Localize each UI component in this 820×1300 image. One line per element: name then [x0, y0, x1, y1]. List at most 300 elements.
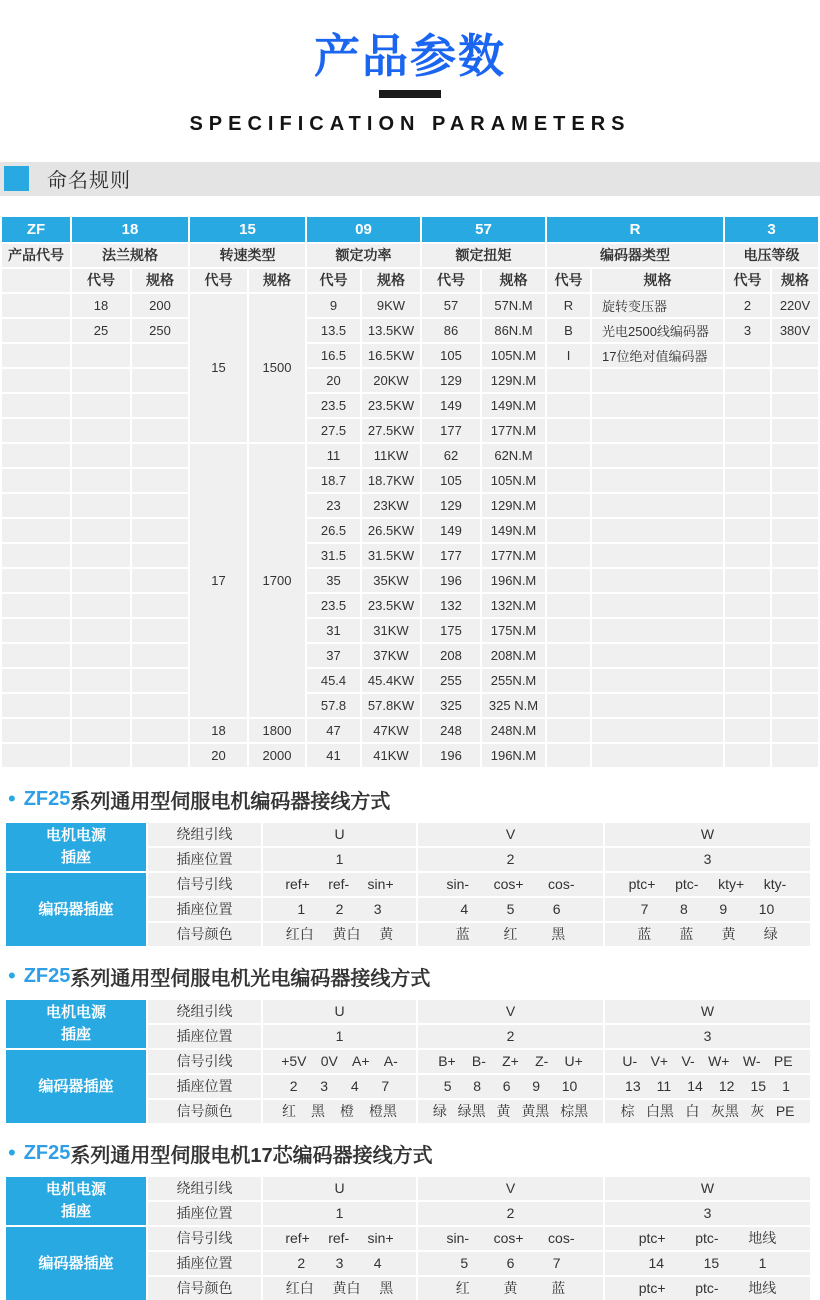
flange-code-cell	[72, 544, 130, 567]
phase-header-cell	[418, 823, 603, 846]
voltage-code-cell	[725, 444, 770, 467]
torque-code-cell: 57	[422, 294, 480, 317]
voltage-spec-cell	[772, 644, 818, 667]
value: 信号引线	[176, 1230, 233, 1247]
pin-position-cell	[263, 1252, 416, 1275]
code-header-cell: 09	[307, 217, 420, 242]
flange-code-cell	[72, 419, 130, 442]
flange-spec-cell	[132, 519, 188, 542]
encoder-code-cell	[547, 694, 590, 717]
value: 红	[282, 1103, 296, 1120]
value: ptc-	[675, 876, 699, 893]
value: ptc-	[695, 1230, 719, 1247]
value: 橙	[340, 1103, 354, 1120]
wiring-title-highlight: ZF25	[23, 964, 71, 987]
value: 5	[443, 1078, 452, 1095]
power-code-cell: 18.7	[307, 469, 360, 492]
flange-code-cell: 18	[72, 294, 130, 317]
encoder-spec-cell	[592, 469, 723, 492]
subheader-spec-cell: 规格	[592, 269, 723, 292]
pin-position-cell	[418, 1252, 603, 1275]
value: ref+	[285, 876, 310, 893]
power-code-cell: 23.5	[307, 394, 360, 417]
voltage-code-cell	[725, 694, 770, 717]
section-marker-icon	[4, 166, 29, 191]
voltage-spec-cell	[772, 744, 818, 767]
product-code-cell	[2, 694, 70, 717]
speed-spec-cell: 1500	[249, 294, 305, 442]
torque-spec-cell: 248N.M	[482, 719, 545, 742]
code-header-cell: 15	[190, 217, 305, 242]
value: 黑	[311, 1103, 325, 1120]
voltage-spec-cell	[772, 719, 818, 742]
power-spec-cell: 13.5KW	[362, 319, 420, 342]
encoder-code-cell	[547, 394, 590, 417]
pin-position-cell	[418, 898, 603, 921]
voltage-spec-cell	[772, 444, 818, 467]
value: 插座位置	[176, 1078, 233, 1095]
encoder-code-cell	[547, 419, 590, 442]
naming-table-row	[2, 494, 818, 517]
naming-table-row	[2, 369, 818, 392]
value: 4	[460, 901, 469, 918]
phase-header-cell	[263, 1000, 416, 1023]
encoder-spec-cell	[592, 419, 723, 442]
flange-code-cell	[72, 719, 130, 742]
wiring-title-highlight: ZF25	[23, 1141, 71, 1164]
encoder-spec-cell	[592, 744, 723, 767]
value: 绕组引线	[176, 1180, 233, 1197]
voltage-code-cell	[725, 544, 770, 567]
subheader-code-cell: 代号	[190, 269, 247, 292]
value: 6	[506, 1255, 515, 1272]
product-code-cell	[2, 294, 70, 317]
naming-table-row	[2, 469, 818, 492]
value: 2	[506, 1205, 515, 1222]
phase-position-cell	[263, 848, 416, 871]
voltage-code-cell	[725, 644, 770, 667]
subheader-spec-cell: 规格	[249, 269, 305, 292]
row-label-position	[148, 848, 261, 871]
voltage-spec-cell	[772, 344, 818, 367]
value: 1	[297, 901, 306, 918]
value: cos-	[548, 1230, 575, 1247]
power-code-cell: 45.4	[307, 669, 360, 692]
value: 7	[552, 1255, 561, 1272]
power-spec-cell: 41KW	[362, 744, 420, 767]
signal-color-cell	[418, 1277, 603, 1300]
value: B+	[438, 1053, 456, 1070]
value: cos+	[493, 1230, 524, 1247]
torque-code-cell: 129	[422, 369, 480, 392]
value: 绕组引线	[176, 1003, 233, 1020]
group-header-cell: 电压等级	[725, 244, 818, 267]
encoder-code-cell	[547, 744, 590, 767]
voltage-code-cell	[725, 519, 770, 542]
value: 插座位置	[176, 1028, 233, 1045]
subheader-row	[2, 269, 818, 292]
value: 13	[625, 1078, 641, 1095]
power-spec-cell: 31KW	[362, 619, 420, 642]
flange-code-cell	[72, 669, 130, 692]
voltage-spec-cell	[772, 669, 818, 692]
value: ref-	[328, 1230, 350, 1247]
torque-code-cell: 196	[422, 744, 480, 767]
value: 信号颜色	[176, 1103, 233, 1120]
flange-code-cell: 25	[72, 319, 130, 342]
value: 黑	[551, 926, 566, 943]
power-spec-cell: 26.5KW	[362, 519, 420, 542]
power-code-cell: 23	[307, 494, 360, 517]
value: 1	[335, 851, 344, 868]
signal-color-cell	[418, 923, 603, 946]
wiring-table	[6, 1177, 810, 1300]
value: 棕	[620, 1103, 635, 1120]
encoder-code-cell	[547, 719, 590, 742]
voltage-spec-cell	[772, 694, 818, 717]
page-subtitle: SPECIFICATION PARAMETERS	[189, 112, 631, 135]
group-header-cell: 编码器类型	[547, 244, 723, 267]
signal-color-cell	[263, 1100, 416, 1123]
speed-spec-cell: 2000	[249, 744, 305, 767]
power-spec-cell: 23KW	[362, 494, 420, 517]
wiring-section-optical-encoder	[0, 946, 820, 1123]
value: 蓝	[455, 926, 470, 943]
value: 黑	[379, 1280, 394, 1297]
value: 7	[640, 901, 649, 918]
naming-table-row	[2, 669, 818, 692]
encoder-spec-cell	[592, 444, 723, 467]
naming-table-row	[2, 619, 818, 642]
value: 8	[679, 901, 688, 918]
value: W+	[708, 1053, 730, 1070]
subheader-code-cell: 代号	[72, 269, 130, 292]
pin-position-cell	[605, 1075, 810, 1098]
bullet-icon: •	[8, 786, 16, 812]
row-label-position	[148, 1202, 261, 1225]
naming-table	[0, 215, 820, 769]
code-header-cell: 57	[422, 217, 545, 242]
flange-spec-cell	[132, 494, 188, 517]
voltage-spec-cell	[772, 469, 818, 492]
encoder-code-cell	[547, 544, 590, 567]
subheader-spec-cell: 规格	[132, 269, 188, 292]
value: 编码器插座	[38, 1254, 114, 1272]
encoder-spec-cell	[592, 694, 723, 717]
wiring-title-highlight: ZF25	[23, 787, 71, 810]
phase-position-cell	[418, 848, 603, 871]
signal-color-cell	[263, 923, 416, 946]
power-spec-cell: 20KW	[362, 369, 420, 392]
torque-code-cell: 129	[422, 494, 480, 517]
value: 信号引线	[176, 1053, 233, 1070]
torque-spec-cell: 132N.M	[482, 594, 545, 617]
value: 插座位置	[176, 851, 233, 868]
power-code-cell: 31.5	[307, 544, 360, 567]
speed-code-cell: 18	[190, 719, 247, 742]
code-header-cell: ZF	[2, 217, 70, 242]
naming-table-row	[2, 344, 818, 367]
product-code-cell	[2, 669, 70, 692]
product-code-cell	[2, 519, 70, 542]
wiring-title-text: 系列通用型伺服电机编码器接线方式	[70, 790, 391, 813]
torque-spec-cell: 177N.M	[482, 419, 545, 442]
subheader-code-cell: 代号	[725, 269, 770, 292]
signal-lead-cell	[418, 1227, 603, 1250]
value: 3	[335, 1255, 344, 1272]
row-label-position	[148, 1025, 261, 1048]
bullet-icon: •	[8, 1140, 16, 1166]
value: 红	[503, 926, 518, 943]
torque-spec-cell: 149N.M	[482, 394, 545, 417]
flange-code-cell	[72, 619, 130, 642]
motor-power-socket-label	[6, 1177, 146, 1225]
row-label-winding	[148, 1177, 261, 1200]
speed-code-cell: 15	[190, 294, 247, 442]
value: ptc+	[638, 1230, 666, 1247]
wiring-section-17pin-encoder	[0, 1123, 820, 1300]
section-heading: 命名规则	[47, 170, 131, 193]
subheader-code-cell: 代号	[307, 269, 360, 292]
value: 2	[289, 1078, 298, 1095]
value: A-	[383, 1053, 398, 1070]
wiring-title-text: 系列通用型伺服电机17芯编码器接线方式	[70, 1144, 433, 1167]
phase-header-cell	[418, 1000, 603, 1023]
value: 灰黑	[710, 1103, 739, 1120]
naming-table-row	[2, 594, 818, 617]
value: 2	[506, 1028, 515, 1045]
pin-position-cell	[605, 1252, 810, 1275]
value: 插座位置	[176, 901, 233, 918]
power-code-cell: 13.5	[307, 319, 360, 342]
power-spec-cell: 23.5KW	[362, 594, 420, 617]
value: V	[505, 1180, 516, 1197]
value: 2	[506, 851, 515, 868]
voltage-spec-cell	[772, 594, 818, 617]
flange-spec-cell	[132, 694, 188, 717]
encoder-spec-cell: 17位绝对值编码器	[592, 344, 723, 367]
voltage-spec-cell	[772, 369, 818, 392]
signal-color-cell	[263, 1277, 416, 1300]
encoder-code-cell	[547, 444, 590, 467]
voltage-code-cell	[725, 369, 770, 392]
power-code-cell: 9	[307, 294, 360, 317]
flange-spec-cell	[132, 644, 188, 667]
power-spec-cell: 18.7KW	[362, 469, 420, 492]
flange-code-cell	[72, 469, 130, 492]
row-label-signal	[148, 1050, 261, 1073]
value: 3	[703, 851, 712, 868]
flange-code-cell	[72, 644, 130, 667]
torque-code-cell: 175	[422, 619, 480, 642]
torque-spec-cell: 105N.M	[482, 344, 545, 367]
torque-spec-cell: 208N.M	[482, 644, 545, 667]
signal-lead-cell	[418, 1050, 603, 1073]
encoder-spec-cell	[592, 619, 723, 642]
flange-spec-cell	[132, 544, 188, 567]
signal-lead-cell	[605, 1050, 810, 1073]
naming-table-row	[2, 519, 818, 542]
power-spec-cell: 27.5KW	[362, 419, 420, 442]
torque-code-cell: 105	[422, 469, 480, 492]
phase-position-cell	[418, 1202, 603, 1225]
value: 电机电源	[45, 827, 106, 845]
value: 信号颜色	[176, 1280, 233, 1297]
wiring-section-title	[0, 1123, 820, 1177]
encoder-code-cell	[547, 669, 590, 692]
value: 插座	[60, 848, 91, 866]
flange-spec-cell	[132, 569, 188, 592]
encoder-spec-cell	[592, 519, 723, 542]
torque-code-cell: 325	[422, 694, 480, 717]
torque-code-cell: 255	[422, 669, 480, 692]
product-code-cell	[2, 469, 70, 492]
power-spec-cell: 45.4KW	[362, 669, 420, 692]
value: 插座	[60, 1025, 91, 1043]
voltage-code-cell	[725, 619, 770, 642]
value: 4	[350, 1078, 359, 1095]
power-code-cell: 26.5	[307, 519, 360, 542]
group-header-cell: 法兰规格	[72, 244, 188, 267]
group-header-row	[2, 244, 818, 267]
value: B-	[471, 1053, 486, 1070]
row-label-winding	[148, 1000, 261, 1023]
phase-position-cell	[263, 1202, 416, 1225]
torque-spec-cell: 325 N.M	[482, 694, 545, 717]
product-code-cell	[2, 444, 70, 467]
value: U	[334, 1003, 345, 1020]
encoder-code-cell	[547, 619, 590, 642]
speed-spec-cell: 1700	[249, 444, 305, 717]
naming-table-row	[2, 319, 818, 342]
power-code-cell: 35	[307, 569, 360, 592]
value: 黄白	[332, 1280, 361, 1297]
value: W	[700, 1180, 715, 1197]
value: cos-	[548, 876, 575, 893]
value: 10	[758, 901, 775, 918]
value: 黄	[721, 926, 736, 943]
row-label-color	[148, 1100, 261, 1123]
code-header-cell: 18	[72, 217, 188, 242]
flange-spec-cell	[132, 594, 188, 617]
product-code-cell	[2, 344, 70, 367]
phase-header-cell	[605, 1000, 810, 1023]
value: 2	[335, 901, 344, 918]
encoder-code-cell	[547, 594, 590, 617]
value: 白黑	[645, 1103, 674, 1120]
encoder-code-cell	[547, 369, 590, 392]
voltage-code-cell	[725, 394, 770, 417]
code-header-row	[2, 217, 818, 242]
value: cos+	[493, 876, 524, 893]
flange-code-cell	[72, 394, 130, 417]
value: W	[700, 826, 715, 843]
voltage-code-cell: 3	[725, 319, 770, 342]
value: 绿	[763, 926, 778, 943]
encoder-spec-cell: 光电2500线编码器	[592, 319, 723, 342]
value: 编码器插座	[38, 1077, 114, 1095]
power-code-cell: 31	[307, 619, 360, 642]
product-code-cell	[2, 394, 70, 417]
value: Z-	[535, 1053, 549, 1070]
value: 插座位置	[176, 1205, 233, 1222]
value: 5	[460, 1255, 469, 1272]
product-code-cell	[2, 719, 70, 742]
value: A+	[352, 1053, 370, 1070]
value: 6	[552, 901, 561, 918]
group-header-cell: 额定功率	[307, 244, 420, 267]
phase-position-cell	[605, 848, 810, 871]
encoder-code-cell	[547, 494, 590, 517]
motor-power-socket-label	[6, 1000, 146, 1048]
torque-spec-cell: 105N.M	[482, 469, 545, 492]
flange-spec-cell	[132, 469, 188, 492]
product-code-cell	[2, 744, 70, 767]
value: 15	[703, 1255, 720, 1272]
value: 1	[782, 1078, 790, 1095]
torque-spec-cell: 177N.M	[482, 544, 545, 567]
product-code-cell	[2, 494, 70, 517]
flange-spec-cell	[132, 419, 188, 442]
encoder-code-cell	[547, 644, 590, 667]
value: 7	[381, 1078, 390, 1095]
value: 信号引线	[176, 876, 233, 893]
torque-code-cell: 86	[422, 319, 480, 342]
torque-code-cell: 105	[422, 344, 480, 367]
flange-spec-cell	[132, 394, 188, 417]
power-spec-cell: 23.5KW	[362, 394, 420, 417]
speed-code-cell: 17	[190, 444, 247, 717]
encoder-spec-cell	[592, 644, 723, 667]
value: +5V	[281, 1053, 307, 1070]
value: V+	[650, 1053, 669, 1070]
voltage-code-cell	[725, 469, 770, 492]
power-code-cell: 57.8	[307, 694, 360, 717]
flange-spec-cell	[132, 344, 188, 367]
value: 信号颜色	[176, 926, 233, 943]
value: 3	[703, 1028, 712, 1045]
flange-spec-cell	[132, 669, 188, 692]
signal-color-cell	[605, 1277, 810, 1300]
naming-table-row	[2, 694, 818, 717]
torque-code-cell: 149	[422, 394, 480, 417]
product-code-cell	[2, 369, 70, 392]
value: 黄	[496, 1103, 511, 1120]
torque-spec-cell: 149N.M	[482, 519, 545, 542]
power-spec-cell: 47KW	[362, 719, 420, 742]
pin-position-cell	[263, 1075, 416, 1098]
encoder-spec-cell	[592, 394, 723, 417]
voltage-code-cell	[725, 594, 770, 617]
voltage-spec-cell	[772, 494, 818, 517]
torque-code-cell: 177	[422, 544, 480, 567]
flange-code-cell	[72, 744, 130, 767]
product-code-cell	[2, 419, 70, 442]
naming-table-body	[2, 294, 818, 767]
power-spec-cell: 31.5KW	[362, 544, 420, 567]
torque-code-cell: 149	[422, 519, 480, 542]
signal-lead-cell	[263, 873, 416, 896]
value: 黄白	[332, 926, 361, 943]
value: V-	[681, 1053, 695, 1070]
signal-lead-cell	[263, 1227, 416, 1250]
row-label-winding	[148, 823, 261, 846]
voltage-code-cell	[725, 344, 770, 367]
voltage-code-cell	[725, 494, 770, 517]
speed-spec-cell: 1800	[249, 719, 305, 742]
value: 0V	[320, 1053, 338, 1070]
flange-spec-cell	[132, 444, 188, 467]
